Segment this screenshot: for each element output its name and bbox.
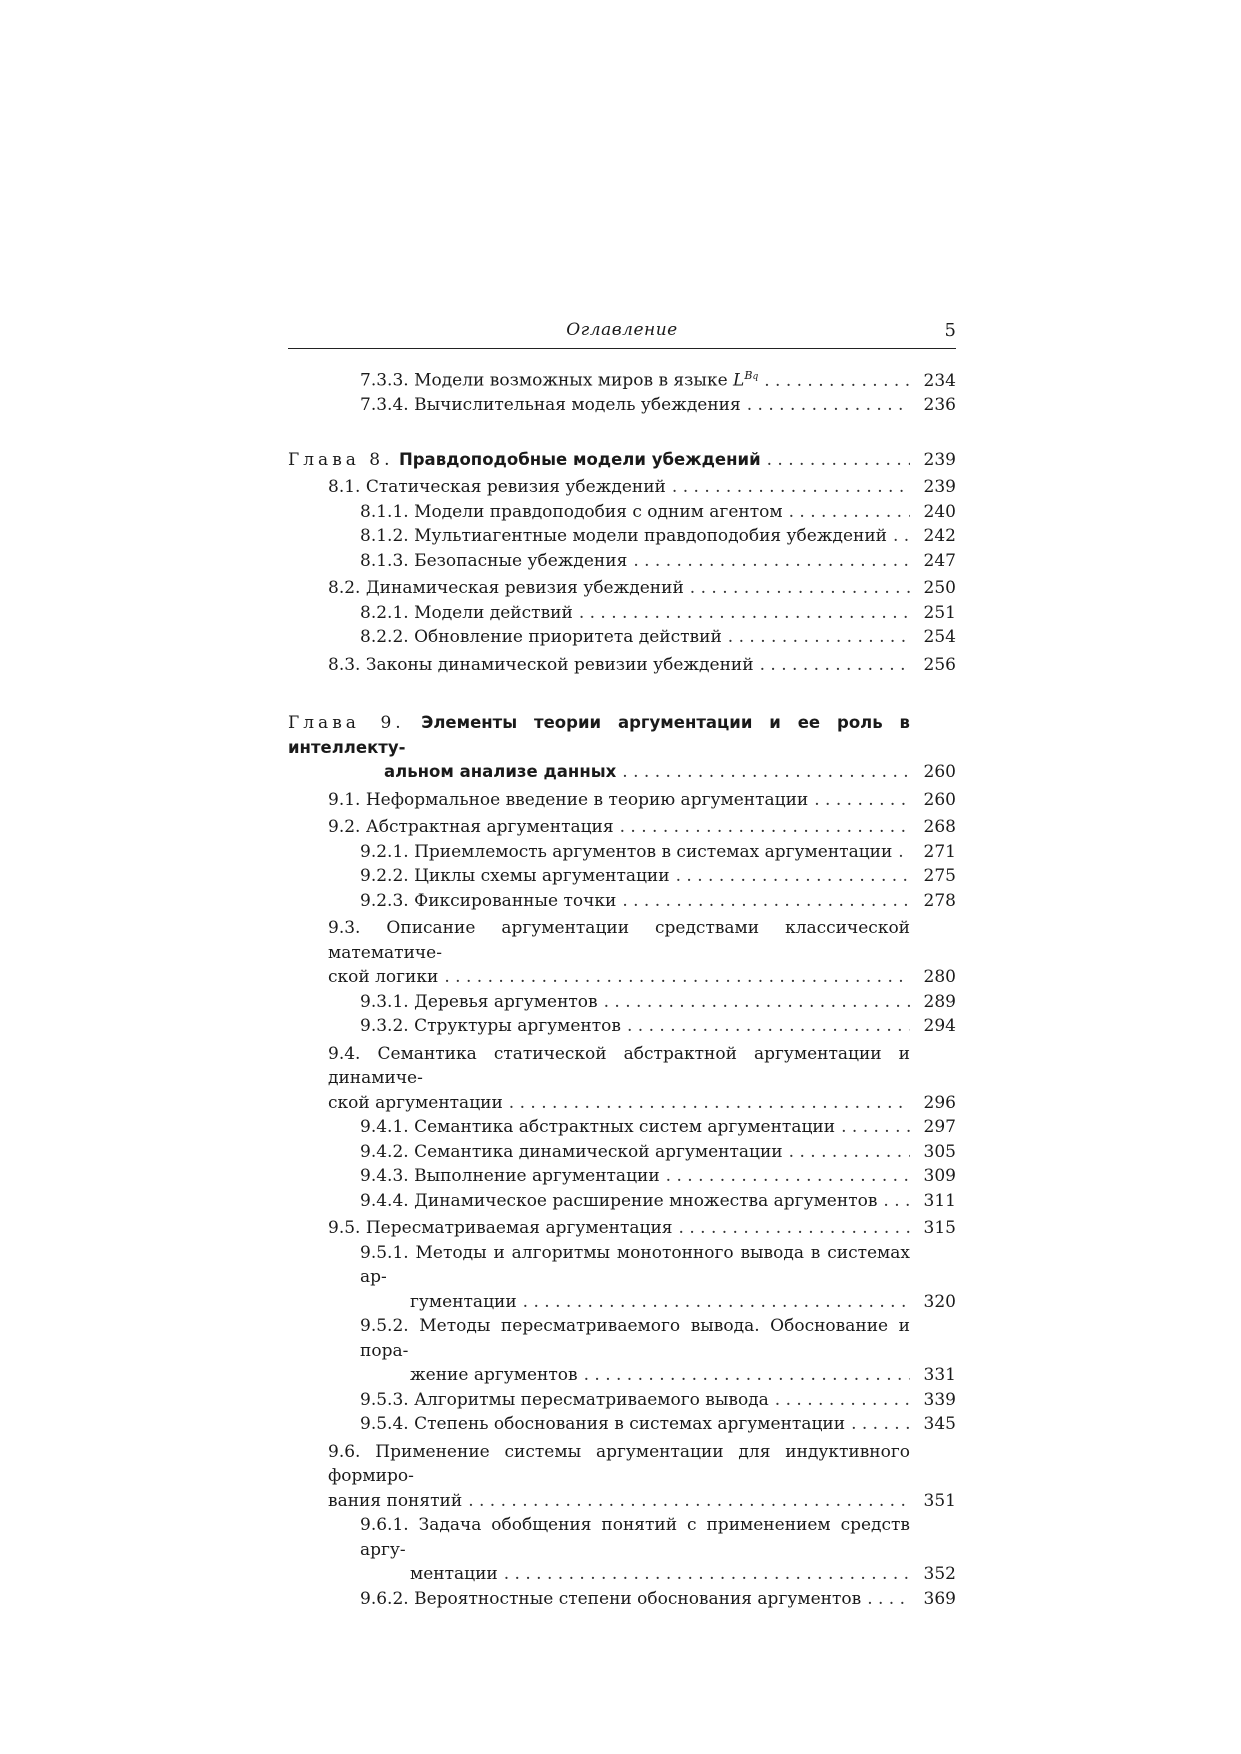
- toc-entry-9-3[interactable]: 9.3. Описание аргументации средствами классической математиче- ской логики . . . 280: [288, 916, 956, 990]
- toc-entry-8-3[interactable]: 8.3. Законы динамической ревизии убеждений . . . 256: [288, 653, 956, 678]
- page-ref: 311: [923, 1190, 956, 1211]
- page-number: 5: [944, 320, 956, 341]
- toc-entry-9-6[interactable]: 9.6. Применение системы аргументации для индуктивного формиро- вания понятий . . . 351: [288, 1440, 956, 1514]
- page-ref: 339: [923, 1389, 956, 1410]
- toc-entry-9-5-3[interactable]: 9.5.3. Алгоритмы пересматриваемого вывода . . . 339: [288, 1388, 956, 1413]
- page-ref: 268: [923, 817, 956, 838]
- page-ref: 305: [923, 1141, 956, 1162]
- toc-entry-8-1[interactable]: 8.1. Статическая ревизия убеждений . . . 239: [288, 475, 956, 500]
- page-ref: 254: [923, 627, 956, 648]
- page-ref: 260: [923, 789, 956, 810]
- toc-entry-9-3-2[interactable]: 9.3.2. Структуры аргументов . . . 294: [288, 1014, 956, 1039]
- page-ref: 297: [923, 1117, 956, 1138]
- page-ref: 247: [923, 550, 956, 571]
- page-ref: 331: [923, 1365, 956, 1386]
- toc-entry-9-5-4[interactable]: 9.5.4. Степень обоснования в системах аргументации . . . 345: [288, 1412, 956, 1437]
- page-ref: 278: [923, 890, 956, 911]
- page-ref: 239: [923, 477, 956, 498]
- running-head: Оглавление: [566, 320, 678, 340]
- page-ref: 369: [923, 1588, 956, 1609]
- table-of-contents: [288, 364, 956, 1611]
- toc-entry-9-5-2[interactable]: 9.5.2. Методы пересматриваемого вывода. Обоснование и пора- жение аргументов . . . 331: [288, 1314, 956, 1388]
- page-ref: 352: [923, 1564, 956, 1585]
- toc-entry-9-5-1[interactable]: 9.5.1. Методы и алгоритмы монотонного вывода в системах ар- гументации . . . 320: [288, 1241, 956, 1315]
- page-ref: 240: [923, 501, 956, 522]
- toc-entry-7-3-3[interactable]: 7.3.3. Модели возможных миров в языке $L^{Bq}$ . . . 234: [288, 364, 956, 393]
- page-ref: 351: [923, 1490, 956, 1511]
- toc-entry-8-1-1[interactable]: 8.1.1. Модели правдоподобия с одним агентом . . . 240: [288, 500, 956, 525]
- page-ref: 309: [923, 1166, 956, 1187]
- toc-entry-9-4-2[interactable]: 9.4.2. Семантика динамической аргументации . . . 305: [288, 1140, 956, 1165]
- toc-entry-9-2-1[interactable]: 9.2.1. Приемлемость аргументов в системах аргументации . . . 271: [288, 840, 956, 865]
- page-ref: 234: [923, 370, 956, 391]
- toc-chapter-8[interactable]: Глава 8. Правдоподобные модели убеждений . . . 239: [288, 448, 956, 473]
- toc-chapter-9[interactable]: Глава 9. Элементы теории аргументации и ее роль в интеллекту- альном анализе данных . . . 260: [288, 711, 956, 785]
- toc-entry-9-1[interactable]: 9.1. Неформальное введение в теорию аргументации . . . 260: [288, 788, 956, 813]
- toc-entry-8-1-2[interactable]: 8.1.2. Мультиагентные модели правдоподобия убеждений . . . 242: [288, 524, 956, 549]
- toc-entry-9-3-1[interactable]: 9.3.1. Деревья аргументов . . . 289: [288, 990, 956, 1015]
- page-ref: 271: [923, 841, 956, 862]
- page-ref: 275: [923, 866, 956, 887]
- toc-entry-7-3-4[interactable]: 7.3.4. Вычислительная модель убеждения . . . 236: [288, 393, 956, 418]
- page-ref: 294: [923, 1016, 956, 1037]
- toc-entry-8-2-2[interactable]: 8.2.2. Обновление приоритета действий . . . 254: [288, 625, 956, 650]
- toc-entry-9-4-1[interactable]: 9.4.1. Семантика абстрактных систем аргументации . . . 297: [288, 1115, 956, 1140]
- page-ref: 315: [923, 1218, 956, 1239]
- toc-entry-9-6-1[interactable]: 9.6.1. Задача обобщения понятий с применением средств аргу- ментации . . . 352: [288, 1513, 956, 1587]
- page-ref: 280: [923, 967, 956, 988]
- toc-entry-9-6-2[interactable]: 9.6.2. Вероятностные степени обоснования аргументов . . . 369: [288, 1587, 956, 1612]
- toc-entry-9-4-4[interactable]: 9.4.4. Динамическое расширение множества аргументов . . . 311: [288, 1189, 956, 1214]
- page-ref: 296: [923, 1092, 956, 1113]
- toc-entry-9-4[interactable]: 9.4. Семантика статической абстрактной аргументации и динамиче- ской аргументации . . . 296: [288, 1042, 956, 1116]
- toc-entry-9-5[interactable]: 9.5. Пересматриваемая аргументация . . . 315: [288, 1216, 956, 1241]
- page-ref: 260: [923, 762, 956, 783]
- page-ref: 320: [923, 1291, 956, 1312]
- page-ref: 289: [923, 991, 956, 1012]
- page-ref: 345: [923, 1414, 956, 1435]
- page-ref: 242: [923, 526, 956, 547]
- page-ref: 256: [923, 654, 956, 675]
- toc-entry-8-2-1[interactable]: 8.2.1. Модели действий . . . 251: [288, 601, 956, 626]
- toc-entry-8-2[interactable]: 8.2. Динамическая ревизия убеждений . . . 250: [288, 576, 956, 601]
- page-ref: 250: [923, 578, 956, 599]
- toc-entry-8-1-3[interactable]: 8.1.3. Безопасные убеждения . . . 247: [288, 549, 956, 574]
- page-ref: 236: [923, 395, 956, 416]
- toc-entry-9-4-3[interactable]: 9.4.3. Выполнение аргументации . . . 309: [288, 1164, 956, 1189]
- toc-entry-9-2-3[interactable]: 9.2.3. Фиксированные точки . . . 278: [288, 889, 956, 914]
- toc-entry-9-2-2[interactable]: 9.2.2. Циклы схемы аргументации . . . 275: [288, 864, 956, 889]
- page-header: [288, 318, 956, 349]
- page-ref: 239: [923, 449, 956, 470]
- page-ref: 251: [923, 602, 956, 623]
- toc-entry-9-2[interactable]: 9.2. Абстрактная аргументация . . . 268: [288, 815, 956, 840]
